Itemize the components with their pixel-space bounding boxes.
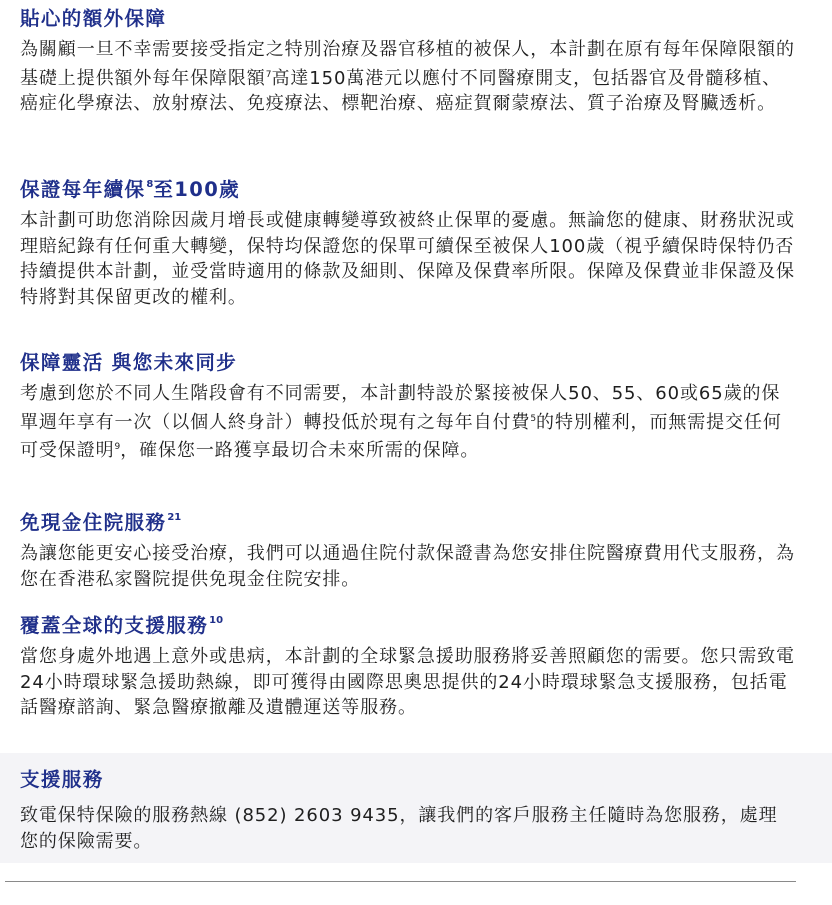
body-text: 當您身處外地遇上意外或患病，本計劃的全球緊急援助服務將妥善照顧您的需要。您只需致電24小時環球緊急援助熱線，即可獲得由國際思奧思提供的24小時環球緊急支援服務，包括電話醫療諮詢、緊急醫療撤離及遺體運送等服務。: [20, 646, 795, 718]
heading-text: 保障靈活 與您未來同步: [20, 351, 238, 374]
body-text: 本計劃可助您消除因歲月增長或健康轉變導致被終止保單的憂慮。無論您的健康、財務狀況或理賠紀錄有任何重大轉變，保特均保證您的保單可續保至被保人100歲（視乎續保時保特仍否持續提供本計劃，並受當時適用的條款及細則、保障及保費率所限。保障及保費並非保證及保特將對其保留更改的權利。: [20, 210, 795, 308]
heading-text: 貼心的額外保障: [20, 7, 167, 30]
body-text: 的特別權利，而無需提交任何可受保證明: [20, 411, 782, 461]
section-heading: [20, 505, 795, 536]
heading-text: 支援服務: [20, 768, 104, 791]
footnote-ref: 21: [167, 512, 182, 523]
section-body: [20, 803, 795, 854]
footnote-ref: 5: [530, 413, 537, 424]
section-extra-protection: [20, 6, 795, 117]
section-body: [20, 644, 795, 721]
section-flexible-protection: [20, 350, 795, 464]
heading-text: 覆蓋全球的支援服務: [20, 614, 209, 637]
footnote-ref: 7: [265, 69, 272, 80]
section-body: [20, 541, 795, 592]
hotline-text: 致電保特保險的服務熱線 (852) 2603 9435，讓我們的客戶服務主任隨時為您服務，處理您的保險需要。: [20, 805, 778, 852]
section-worldwide-assistance: [20, 608, 795, 721]
body-text: 高達150萬港元以應付不同醫療開支，包括器官及骨髓移植、癌症化學療法、放射療法、免疫療法、標靶治療、癌症賀爾蒙療法、質子治療及腎臟透析。: [20, 67, 781, 114]
section-heading: [20, 350, 795, 376]
section-body: [20, 208, 795, 310]
section-heading: [20, 608, 795, 639]
page-divider: [5, 881, 796, 882]
section-heading: [20, 767, 795, 793]
heading-text: 保證每年續保: [20, 178, 146, 201]
section-body: [20, 381, 795, 464]
section-body: [20, 37, 795, 117]
section-support-services: [20, 767, 795, 854]
body-text: ，確保您一路獲享最切合未來所需的保障。: [120, 440, 480, 461]
section-heading: [20, 172, 795, 203]
section-guaranteed-renewal: [20, 172, 795, 310]
body-text: 為關顧一旦不幸需要接受指定之特別治療及器官移植的被保人，本計劃在原有每年保障限額的基礎上提供額外每年保障限額: [20, 39, 795, 89]
section-cashless-hospitalisation: [20, 505, 795, 592]
section-heading: [20, 6, 795, 32]
heading-text: 至100歲: [153, 178, 241, 201]
footnote-ref: 10: [209, 615, 224, 626]
body-text: 考慮到您於不同人生階段會有不同需要，本計劃特設於緊接被保人50、55、60或65歲的保單週年享有一次（以個人終身計）轉投低於現有之每年自付費: [20, 383, 781, 433]
body-text: 為讓您能更安心接受治療，我們可以通過住院付款保證書為您安排住院醫療費用代支服務，為您在香港私家醫院提供免現金住院安排。: [20, 543, 795, 590]
footnote-ref: 9: [114, 442, 121, 452]
heading-text: 免現金住院服務: [20, 511, 167, 534]
footnote-ref: 8: [146, 179, 154, 190]
